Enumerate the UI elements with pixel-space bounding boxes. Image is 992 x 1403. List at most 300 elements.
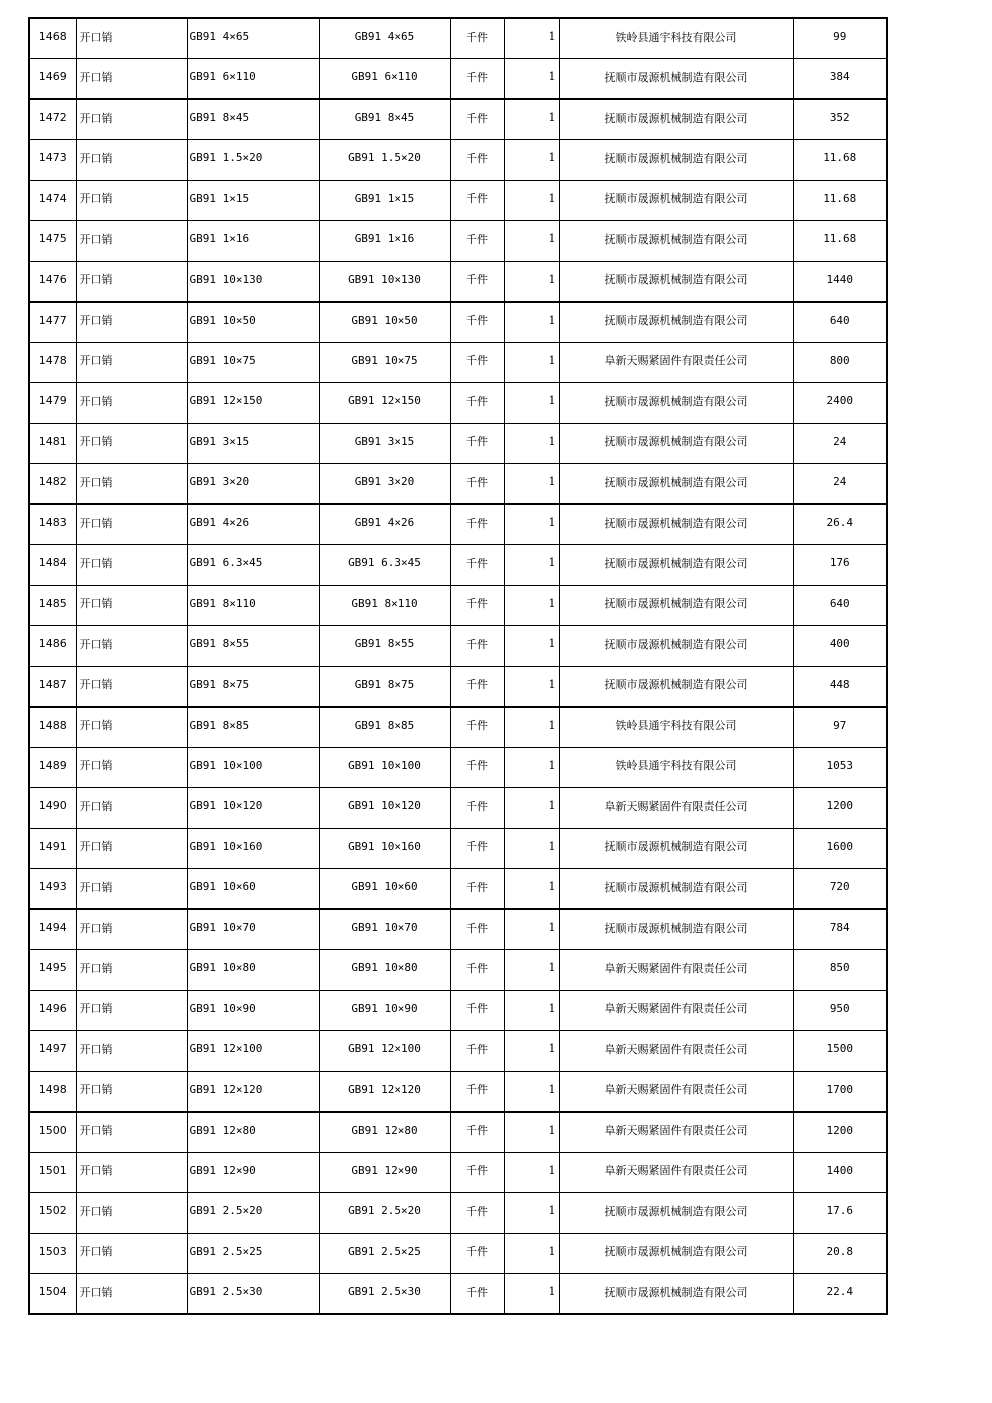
supplier-cell-text: 阜新天赐紧固件有限责任公司: [604, 354, 748, 368]
table-row: [29, 788, 887, 829]
spec-cell: [187, 302, 319, 343]
supplier-cell-text: 抚顺市晟源机械制造有限公司: [604, 880, 748, 894]
item-name-cell: [76, 261, 187, 302]
supplier-cell: [559, 504, 793, 545]
row-number-cell-text: 1468: [38, 30, 67, 43]
table-row: [29, 59, 887, 100]
table-row: [29, 950, 887, 991]
price-cell-text: 800: [829, 353, 850, 367]
quantity-cell: [504, 707, 559, 748]
spec-cell: [187, 909, 319, 950]
price-cell: [793, 1152, 887, 1193]
spec-cell-text: GB91 10×80: [189, 961, 256, 975]
item-name-cell-text: 开口销: [79, 1164, 113, 1178]
item-name-cell-text: 开口销: [79, 516, 113, 530]
standard-cell: [319, 261, 450, 302]
price-cell: [793, 140, 887, 181]
quantity-cell: [504, 1152, 559, 1193]
quantity-cell-text: 1: [548, 434, 556, 448]
standard-cell-text: GB91 4×65: [354, 30, 415, 43]
price-cell: [793, 1274, 887, 1315]
quantity-cell: [504, 1031, 559, 1072]
spec-cell-text: GB91 8×85: [189, 718, 250, 732]
price-cell-text: 26.4: [826, 516, 853, 529]
price-cell: [793, 504, 887, 545]
quantity-cell-text: 1: [548, 111, 556, 124]
unit-cell-text: 千件: [466, 556, 488, 570]
table-row: [29, 383, 887, 424]
quantity-cell: [504, 950, 559, 991]
table-row: [29, 1274, 887, 1315]
spec-cell: [187, 828, 319, 869]
item-name-cell-text: 开口销: [79, 111, 113, 125]
item-name-cell-text: 开口销: [79, 1124, 113, 1137]
price-cell-text: 2400: [826, 394, 853, 408]
spec-cell-text: GB91 8×55: [189, 637, 250, 651]
spec-cell: [187, 950, 319, 991]
table-row: [29, 747, 887, 788]
price-cell-text: 99: [833, 30, 847, 43]
item-name-cell: [76, 1071, 187, 1112]
quantity-cell: [504, 1071, 559, 1112]
table-row: [29, 1193, 887, 1234]
row-number-cell-text: 1481: [38, 434, 67, 448]
quantity-cell-text: 1: [548, 394, 556, 408]
supplier-cell-text: 抚顺市晟源机械制造有限公司: [604, 70, 748, 84]
standard-cell-text: GB91 10×160: [348, 839, 421, 853]
standard-cell-text: GB91 12×90: [351, 1163, 418, 1177]
spec-cell-text: GB91 10×120: [189, 799, 263, 813]
spec-cell: [187, 545, 319, 586]
supplier-cell-text: 抚顺市晟源机械制造有限公司: [604, 192, 748, 206]
price-cell: [793, 423, 887, 464]
unit-cell-text: 千件: [466, 1083, 488, 1096]
quantity-cell: [504, 1193, 559, 1234]
item-name-cell-text: 开口销: [79, 921, 113, 935]
standard-cell: [319, 909, 450, 950]
unit-cell-text: 千件: [466, 880, 488, 894]
standard-cell: [319, 707, 450, 748]
row-number-cell-text: 1469: [38, 70, 67, 83]
standard-cell: [319, 545, 450, 586]
row-number-cell-text: 1482: [38, 475, 67, 488]
standard-cell-text: GB91 10×70: [351, 921, 418, 934]
item-name-cell-text: 开口销: [79, 1204, 113, 1218]
spec-cell: [187, 423, 319, 464]
quantity-cell: [504, 99, 559, 140]
row-number-cell: [29, 626, 76, 667]
item-name-cell: [76, 585, 187, 626]
row-number-cell: [29, 707, 76, 748]
row-number-cell-text: 1485: [38, 596, 67, 610]
standard-cell: [319, 140, 450, 181]
price-cell: [793, 707, 887, 748]
item-name-cell-text: 开口销: [79, 354, 113, 368]
item-name-cell: [76, 464, 187, 505]
supplier-cell-text: 抚顺市晟源机械制造有限公司: [604, 597, 748, 611]
item-name-cell-text: 开口销: [79, 597, 113, 611]
unit-cell-text: 千件: [466, 840, 488, 854]
spec-cell-text: GB91 10×50: [189, 313, 256, 327]
unit-cell: [450, 666, 504, 707]
item-name-cell: [76, 1152, 187, 1193]
unit-cell: [450, 626, 504, 667]
row-number-cell-text: 1473: [38, 151, 67, 165]
spec-cell: [187, 261, 319, 302]
unit-cell-text: 千件: [466, 1124, 488, 1137]
quantity-cell: [504, 221, 559, 262]
price-table: [28, 17, 888, 1315]
supplier-cell: [559, 1071, 793, 1112]
supplier-cell-text: 铁岭县通宇科技有限公司: [615, 30, 737, 44]
standard-cell: [319, 666, 450, 707]
quantity-cell: [504, 909, 559, 950]
unit-cell: [450, 140, 504, 181]
price-cell: [793, 261, 887, 302]
row-number-cell-text: 1500: [38, 1123, 67, 1137]
unit-cell-text: 千件: [466, 394, 488, 408]
unit-cell-text: 千件: [466, 1285, 488, 1299]
unit-cell-text: 千件: [466, 30, 488, 44]
price-cell-text: 24: [833, 434, 847, 448]
standard-cell-text: GB91 1×15: [354, 191, 415, 205]
standard-cell-text: GB91 10×100: [348, 758, 421, 772]
price-cell-text: 352: [829, 111, 850, 124]
supplier-cell: [559, 1193, 793, 1234]
table-row: [29, 1233, 887, 1274]
item-name-cell: [76, 545, 187, 586]
unit-cell: [450, 342, 504, 383]
spec-cell-text: GB91 4×26: [189, 516, 250, 529]
item-name-cell-text: 开口销: [79, 840, 113, 854]
row-number-cell: [29, 666, 76, 707]
quantity-cell: [504, 869, 559, 910]
price-cell-text: 1200: [826, 1123, 853, 1137]
supplier-cell-text: 抚顺市晟源机械制造有限公司: [604, 151, 748, 165]
quantity-cell-text: 1: [548, 718, 556, 732]
standard-cell-text: GB91 12×100: [348, 1042, 421, 1056]
spec-cell: [187, 464, 319, 505]
supplier-cell: [559, 828, 793, 869]
spec-cell-text: GB91 12×150: [189, 394, 263, 408]
spec-cell: [187, 180, 319, 221]
price-cell: [793, 464, 887, 505]
unit-cell-text: 千件: [466, 475, 488, 489]
quantity-cell-text: 1: [548, 839, 556, 853]
spec-cell-text: GB91 10×75: [189, 353, 256, 367]
standard-cell-text: GB91 12×150: [348, 394, 421, 408]
standard-cell: [319, 1233, 450, 1274]
standard-cell: [319, 990, 450, 1031]
supplier-cell-text: 阜新天赐紧固件有限责任公司: [604, 1042, 748, 1056]
table-row: [29, 869, 887, 910]
unit-cell: [450, 261, 504, 302]
quantity-cell-text: 1: [548, 596, 556, 610]
spec-cell-text: GB91 2.5×25: [189, 1244, 263, 1258]
standard-cell-text: GB91 10×75: [351, 353, 418, 367]
supplier-cell-text: 抚顺市晟源机械制造有限公司: [604, 921, 748, 935]
spec-cell: [187, 140, 319, 181]
price-cell: [793, 828, 887, 869]
spec-cell-text: GB91 8×75: [189, 677, 250, 691]
quantity-cell: [504, 383, 559, 424]
row-number-cell: [29, 788, 76, 829]
standard-cell-text: GB91 3×20: [354, 475, 415, 488]
unit-cell-text: 千件: [466, 1204, 488, 1218]
item-name-cell-text: 开口销: [79, 70, 113, 84]
row-number-cell-text: 1487: [38, 677, 67, 691]
item-name-cell-text: 开口销: [79, 435, 113, 449]
supplier-cell-text: 抚顺市晟源机械制造有限公司: [604, 394, 748, 408]
price-cell-text: 22.4: [826, 1285, 853, 1298]
unit-cell: [450, 828, 504, 869]
spec-cell-text: GB91 8×110: [189, 596, 256, 610]
spec-cell: [187, 99, 319, 140]
supplier-cell-text: 阜新天赐紧固件有限责任公司: [604, 799, 748, 813]
item-name-cell-text: 开口销: [79, 30, 113, 44]
item-name-cell-text: 开口销: [79, 637, 113, 651]
supplier-cell: [559, 342, 793, 383]
standard-cell-text: GB91 2.5×20: [348, 1204, 421, 1218]
quantity-cell: [504, 1112, 559, 1153]
quantity-cell: [504, 626, 559, 667]
supplier-cell: [559, 423, 793, 464]
spec-cell: [187, 221, 319, 262]
supplier-cell: [559, 261, 793, 302]
unit-cell: [450, 1071, 504, 1112]
standard-cell: [319, 1274, 450, 1315]
item-name-cell: [76, 1193, 187, 1234]
supplier-cell: [559, 99, 793, 140]
standard-cell: [319, 383, 450, 424]
supplier-cell: [559, 545, 793, 586]
row-number-cell-text: 1497: [38, 1042, 67, 1056]
row-number-cell: [29, 221, 76, 262]
supplier-cell-text: 抚顺市晟源机械制造有限公司: [604, 232, 748, 246]
row-number-cell: [29, 180, 76, 221]
quantity-cell-text: 1: [548, 30, 556, 43]
table-row: [29, 585, 887, 626]
spec-cell-text: GB91 10×70: [189, 921, 256, 934]
standard-cell: [319, 99, 450, 140]
unit-cell-text: 千件: [466, 1164, 488, 1178]
supplier-cell: [559, 383, 793, 424]
item-name-cell-text: 开口销: [79, 151, 113, 165]
price-cell-text: 720: [829, 880, 850, 893]
item-name-cell-text: 开口销: [79, 1245, 113, 1259]
unit-cell-text: 千件: [466, 719, 488, 732]
quantity-cell: [504, 180, 559, 221]
spec-cell-text: GB91 1.5×20: [189, 151, 263, 165]
supplier-cell: [559, 909, 793, 950]
row-number-cell: [29, 1152, 76, 1193]
price-cell-text: 1700: [826, 1082, 853, 1096]
item-name-cell: [76, 626, 187, 667]
standard-cell-text: GB91 6×110: [351, 70, 418, 83]
item-name-cell: [76, 383, 187, 424]
standard-cell: [319, 950, 450, 991]
row-number-cell: [29, 1193, 76, 1234]
quantity-cell: [504, 1274, 559, 1315]
standard-cell: [319, 504, 450, 545]
unit-cell-text: 千件: [466, 799, 488, 813]
row-number-cell: [29, 1031, 76, 1072]
spec-cell-text: GB91 12×100: [189, 1042, 263, 1056]
item-name-cell: [76, 909, 187, 950]
unit-cell-text: 千件: [466, 111, 488, 125]
row-number-cell-text: 1472: [38, 111, 67, 124]
price-cell-text: 400: [829, 637, 850, 651]
unit-cell: [450, 1112, 504, 1153]
spec-cell: [187, 383, 319, 424]
standard-cell: [319, 1193, 450, 1234]
supplier-cell: [559, 1031, 793, 1072]
supplier-cell: [559, 666, 793, 707]
quantity-cell-text: 1: [548, 1204, 556, 1218]
supplier-cell: [559, 18, 793, 59]
unit-cell: [450, 18, 504, 59]
row-number-cell: [29, 99, 76, 140]
row-number-cell: [29, 383, 76, 424]
row-number-cell: [29, 950, 76, 991]
supplier-cell: [559, 140, 793, 181]
price-cell: [793, 18, 887, 59]
quantity-cell: [504, 261, 559, 302]
spec-cell-text: GB91 10×100: [189, 758, 263, 772]
row-number-cell-text: 1502: [38, 1204, 67, 1218]
price-cell: [793, 1071, 887, 1112]
price-cell-text: 950: [829, 1001, 850, 1015]
unit-cell: [450, 1152, 504, 1193]
table-row: [29, 180, 887, 221]
price-cell: [793, 626, 887, 667]
table-row: [29, 707, 887, 748]
row-number-cell-text: 1486: [38, 637, 67, 651]
supplier-cell: [559, 626, 793, 667]
unit-cell-text: 千件: [466, 1042, 488, 1056]
quantity-cell: [504, 545, 559, 586]
standard-cell-text: GB91 2.5×30: [348, 1285, 421, 1298]
price-cell-text: 11.68: [823, 151, 857, 165]
spec-cell-text: GB91 10×160: [189, 839, 263, 853]
row-number-cell: [29, 1274, 76, 1315]
item-name-cell: [76, 504, 187, 545]
supplier-cell: [559, 950, 793, 991]
standard-cell: [319, 18, 450, 59]
spec-cell: [187, 18, 319, 59]
quantity-cell: [504, 504, 559, 545]
spec-cell: [187, 1152, 319, 1193]
quantity-cell: [504, 1233, 559, 1274]
price-cell: [793, 545, 887, 586]
row-number-cell-text: 1475: [38, 232, 67, 246]
price-cell-text: 1500: [826, 1042, 853, 1056]
price-cell-text: 640: [829, 313, 850, 327]
standard-cell: [319, 747, 450, 788]
item-name-cell-text: 开口销: [79, 192, 113, 206]
spec-cell-text: GB91 1×15: [189, 191, 250, 205]
unit-cell: [450, 504, 504, 545]
item-name-cell: [76, 788, 187, 829]
price-cell: [793, 1193, 887, 1234]
standard-cell: [319, 221, 450, 262]
table-row: [29, 1112, 887, 1153]
price-cell: [793, 990, 887, 1031]
unit-cell-text: 千件: [466, 151, 488, 165]
price-cell-text: 17.6: [826, 1204, 853, 1218]
price-cell: [793, 1233, 887, 1274]
quantity-cell-text: 1: [548, 1001, 556, 1015]
standard-cell-text: GB91 10×80: [351, 961, 418, 975]
item-name-cell: [76, 1233, 187, 1274]
spec-cell: [187, 707, 319, 748]
quantity-cell-text: 1: [548, 556, 556, 570]
item-name-cell-text: 开口销: [79, 1285, 113, 1299]
standard-cell-text: GB91 8×85: [354, 718, 415, 732]
table-row: [29, 423, 887, 464]
supplier-cell-text: 阜新天赐紧固件有限责任公司: [604, 1002, 748, 1016]
unit-cell: [450, 585, 504, 626]
spec-cell: [187, 59, 319, 100]
row-number-cell-text: 1501: [38, 1163, 67, 1177]
supplier-cell-text: 抚顺市晟源机械制造有限公司: [604, 435, 748, 449]
row-number-cell-text: 1489: [38, 758, 67, 772]
price-cell: [793, 221, 887, 262]
price-cell-text: 20.8: [826, 1244, 853, 1258]
quantity-cell-text: 1: [548, 232, 556, 246]
supplier-cell-text: 抚顺市晟源机械制造有限公司: [604, 678, 748, 691]
table-row: [29, 504, 887, 545]
unit-cell-text: 千件: [466, 961, 488, 975]
row-number-cell: [29, 1112, 76, 1153]
quantity-cell: [504, 59, 559, 100]
unit-cell: [450, 423, 504, 464]
spec-cell: [187, 1112, 319, 1153]
table-row: [29, 909, 887, 950]
table-row: [29, 140, 887, 181]
supplier-cell-text: 抚顺市晟源机械制造有限公司: [604, 1285, 748, 1299]
unit-cell: [450, 180, 504, 221]
item-name-cell: [76, 1112, 187, 1153]
quantity-cell-text: 1: [548, 1082, 556, 1096]
spec-cell-text: GB91 12×80: [189, 1123, 256, 1137]
item-name-cell-text: 开口销: [79, 273, 113, 286]
spec-cell: [187, 666, 319, 707]
supplier-cell-text: 抚顺市晟源机械制造有限公司: [604, 1245, 748, 1259]
supplier-cell: [559, 59, 793, 100]
quantity-cell-text: 1: [548, 799, 556, 813]
price-cell: [793, 383, 887, 424]
price-cell-text: 24: [833, 475, 847, 488]
item-name-cell-text: 开口销: [79, 759, 113, 773]
quantity-cell-text: 1: [548, 191, 556, 205]
quantity-cell: [504, 788, 559, 829]
unit-cell-text: 千件: [466, 759, 488, 773]
row-number-cell-text: 1483: [38, 516, 67, 529]
supplier-cell: [559, 221, 793, 262]
supplier-cell-text: 阜新天赐紧固件有限责任公司: [604, 1083, 748, 1096]
standard-cell-text: GB91 6.3×45: [348, 556, 421, 570]
price-cell: [793, 180, 887, 221]
price-cell: [793, 585, 887, 626]
price-cell-text: 97: [833, 718, 847, 732]
table-row: [29, 626, 887, 667]
spec-cell: [187, 1193, 319, 1234]
standard-cell: [319, 1112, 450, 1153]
standard-cell: [319, 423, 450, 464]
row-number-cell: [29, 585, 76, 626]
item-name-cell: [76, 221, 187, 262]
